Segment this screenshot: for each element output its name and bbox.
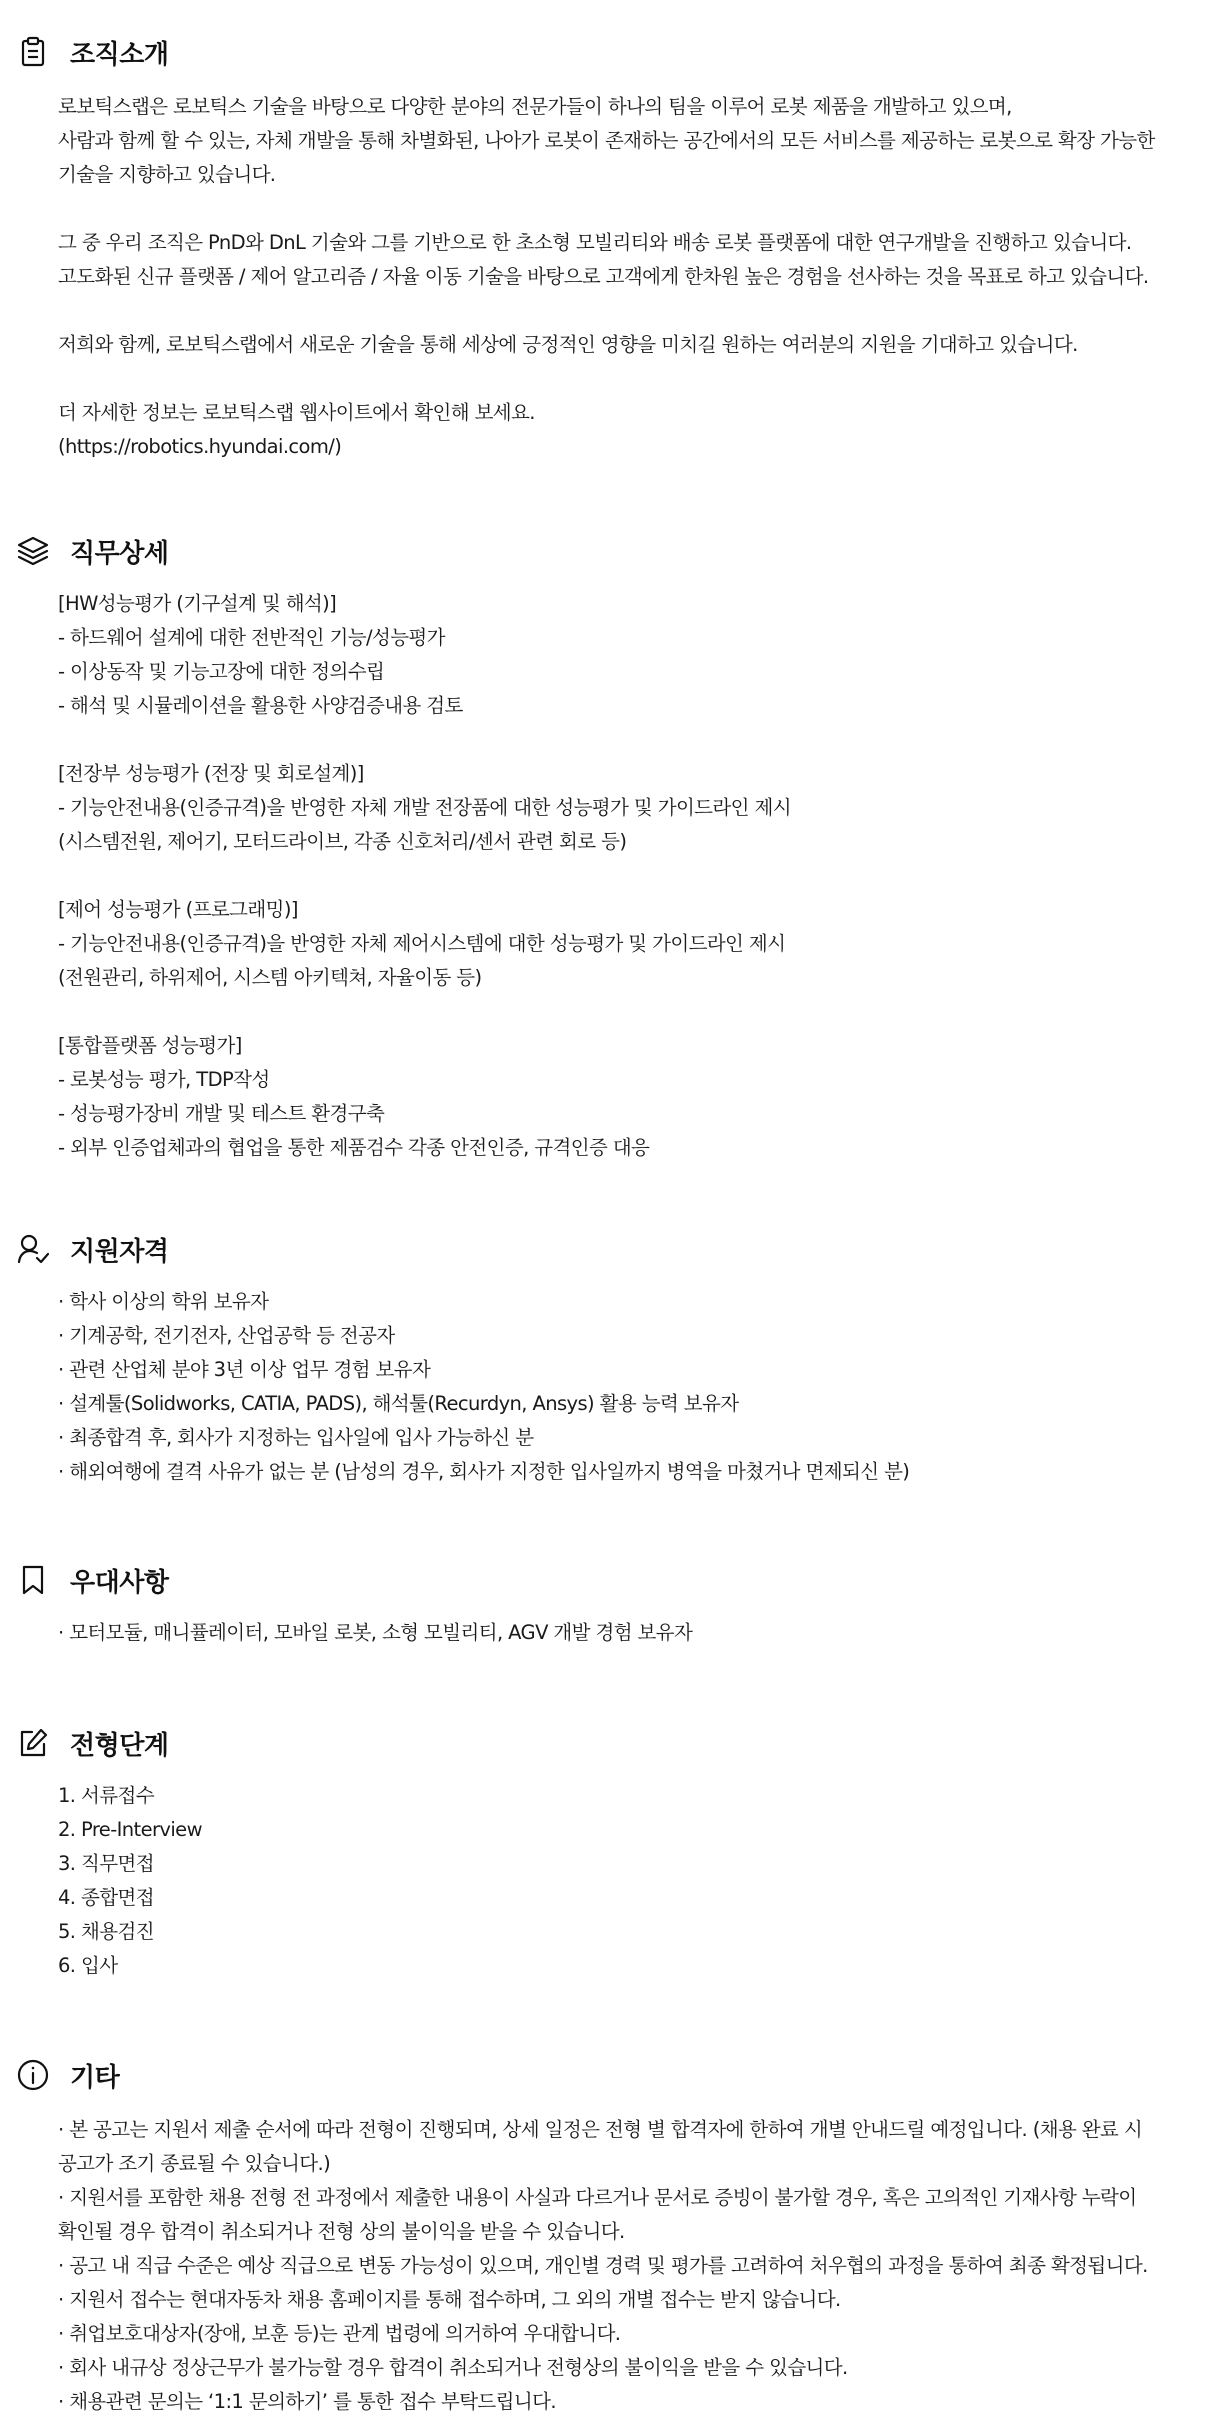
section-body [58,1616,1198,1650]
paragraph-gap [58,723,1198,757]
user-check-icon [16,1232,50,1266]
text-line: 로보틱스랩은 로보틱스 기술을 바탕으로 다양한 분야의 전문가들이 하나의 팀을 이루어 로봇 제품을 개발하고 있으며, [58,95,1012,118]
text-line: · 최종합격 후, 회사가 지정하는 입사일에 입사 가능하신 분 [58,1426,534,1449]
text-line: - 이상동작 및 기능고장에 대한 정의수립 [58,660,385,683]
section-header [16,1229,168,1269]
text-line: 3. 직무면접 [58,1852,154,1875]
text-line: - 기능안전내용(인증규격)을 반영한 자체 개발 전장품에 대한 성능평가 및 가이드라인 제시 [58,796,791,819]
text-line: [전장부 성능평가 (전장 및 회로설계)] [58,762,364,785]
text-line: · 관련 산업체 분야 3년 이상 업무 경험 보유자 [58,1358,431,1381]
section-header [16,1723,168,1763]
text-line: (전원관리, 하위제어, 시스템 아키텍쳐, 자율이동 등) [58,966,482,989]
text-line: (https://robotics.hyundai.com/) [58,435,342,458]
text-line: - 로봇성능 평가, TDP작성 [58,1068,270,1091]
text-line: · 지원서를 포함한 채용 전형 전 과정에서 제출한 내용이 사실과 다르거나 문서로 증빙이 불가할 경우, 혹은 고의적인 기재사항 누락이 [58,2186,1137,2209]
info-icon [16,2058,50,2092]
text-line: - 기능안전내용(인증규격)을 반영한 자체 제어시스템에 대한 성능평가 및 가이드라인 제시 [58,932,786,955]
section-title: 조직소개 [70,39,169,70]
text-line: - 해석 및 시뮬레이션을 활용한 사양검증내용 검토 [58,694,463,717]
section-header [16,2055,119,2095]
text-line: · 모터모듈, 매니퓰레이터, 모바일 로봇, 소형 모빌리티, AGV 개발 경험 보유자 [58,1621,693,1644]
paragraph-gap [58,294,1198,328]
text-line: 고도화된 신규 플랫폼 / 제어 알고리즘 / 자율 이동 기술을 바탕으로 고객에게 한차원 높은 경험을 선사하는 것을 목표로 하고 있습니다. [58,265,1149,288]
section-body [58,90,1198,464]
text-line: - 하드웨어 설계에 대한 전반적인 기능/성능평가 [58,626,445,649]
edit-icon [16,1726,50,1760]
text-line: [HW성능평가 (기구설계 및 해석)] [58,592,337,615]
section-header [16,531,168,571]
text-line: 더 자세한 정보는 로보틱스랩 웹사이트에서 확인해 보세요. [58,401,535,424]
section-body [58,1285,1198,1489]
section-title: 직무상세 [70,538,169,569]
text-line: · 회사 내규상 정상근무가 불가능할 경우 합격이 취소되거나 전형상의 불이익을 받을 수 있습니다. [58,2356,848,2379]
text-line: (시스템전원, 제어기, 모터드라이브, 각종 신호처리/센서 관련 회로 등) [58,830,627,853]
text-line: · 해외여행에 결격 사유가 없는 분 (남성의 경우, 회사가 지정한 입사일까지 병역을 마쳤거나 면제되신 분) [58,1460,910,1483]
layers-icon [16,534,50,568]
text-line: 4. 종합면접 [58,1886,154,1909]
section-body [58,1779,1198,1983]
text-line: 1. 서류접수 [58,1784,154,1807]
section-header [16,32,168,72]
section-title: 전형단계 [70,1730,169,1761]
section-body [58,2113,1198,2419]
section-title: 우대사항 [70,1567,169,1598]
text-line: · 설계툴(Solidworks, CATIA, PADS), 해석툴(Recurdyn, Ansys) 활용 능력 보유자 [58,1392,739,1415]
paragraph-gap [58,859,1198,893]
text-line: - 외부 인증업체과의 협업을 통한 제품검수 각종 안전인증, 규격인증 대응 [58,1136,650,1159]
text-line: 2. Pre-Interview [58,1818,202,1841]
section-title: 기타 [70,2062,120,2093]
text-line: 6. 입사 [58,1954,118,1977]
paragraph-gap [58,995,1198,1029]
paragraph-gap [58,192,1198,226]
text-line: - 성능평가장비 개발 및 테스트 환경구축 [58,1102,385,1125]
text-line: · 채용관련 문의는 ‘1:1 문의하기’ 를 통한 접수 부탁드립니다. [58,2390,556,2413]
text-line: 확인될 경우 합격이 취소되거나 전형 상의 불이익을 받을 수 있습니다. [58,2220,625,2243]
text-line: · 기계공학, 전기전자, 산업공학 등 전공자 [58,1324,395,1347]
text-line: [통합플랫폼 성능평가] [58,1034,242,1057]
text-line: · 공고 내 직급 수준은 예상 직급으로 변동 가능성이 있으며, 개인별 경력 및 평가를 고려하여 처우협의 과정을 통하여 최종 확정됩니다. [58,2254,1148,2277]
section-body [58,587,1198,1165]
text-line: 공고가 조기 종료될 수 있습니다.) [58,2152,331,2175]
text-line: 저희와 함께, 로보틱스랩에서 새로운 기술을 통해 세상에 긍정적인 영향을 미치길 원하는 여러분의 지원을 기대하고 있습니다. [58,333,1078,356]
text-line: 기술을 지향하고 있습니다. [58,163,276,186]
text-line: [제어 성능평가 (프로그래밍)] [58,898,298,921]
text-line: 그 중 우리 조직은 PnD와 DnL 기술와 그를 기반으로 한 초소형 모빌리티와 배송 로봇 플랫폼에 대한 연구개발을 진행하고 있습니다. [58,231,1132,254]
text-line: · 취업보호대상자(장애, 보훈 등)는 관계 법령에 의거하여 우대합니다. [58,2322,621,2345]
text-line: · 본 공고는 지원서 제출 순서에 따라 전형이 진행되며, 상세 일정은 전형 별 합격자에 한하여 개별 안내드릴 예정입니다. (채용 완료 시 [58,2118,1143,2141]
paragraph-gap [58,362,1198,396]
text-line: · 학사 이상의 학위 보유자 [58,1290,269,1313]
text-line: 5. 채용검진 [58,1920,154,1943]
clipboard-icon [16,35,50,69]
text-line: 사람과 함께 할 수 있는, 자체 개발을 통해 차별화된, 나아가 로봇이 존재하는 공간에서의 모든 서비스를 제공하는 로봇으로 확장 가능한 [58,129,1155,152]
section-title: 지원자격 [70,1236,169,1267]
text-line: · 지원서 접수는 현대자동차 채용 홈페이지를 통해 접수하며, 그 외의 개별 접수는 받지 않습니다. [58,2288,841,2311]
bookmark-icon [16,1563,50,1597]
section-header [16,1560,168,1600]
